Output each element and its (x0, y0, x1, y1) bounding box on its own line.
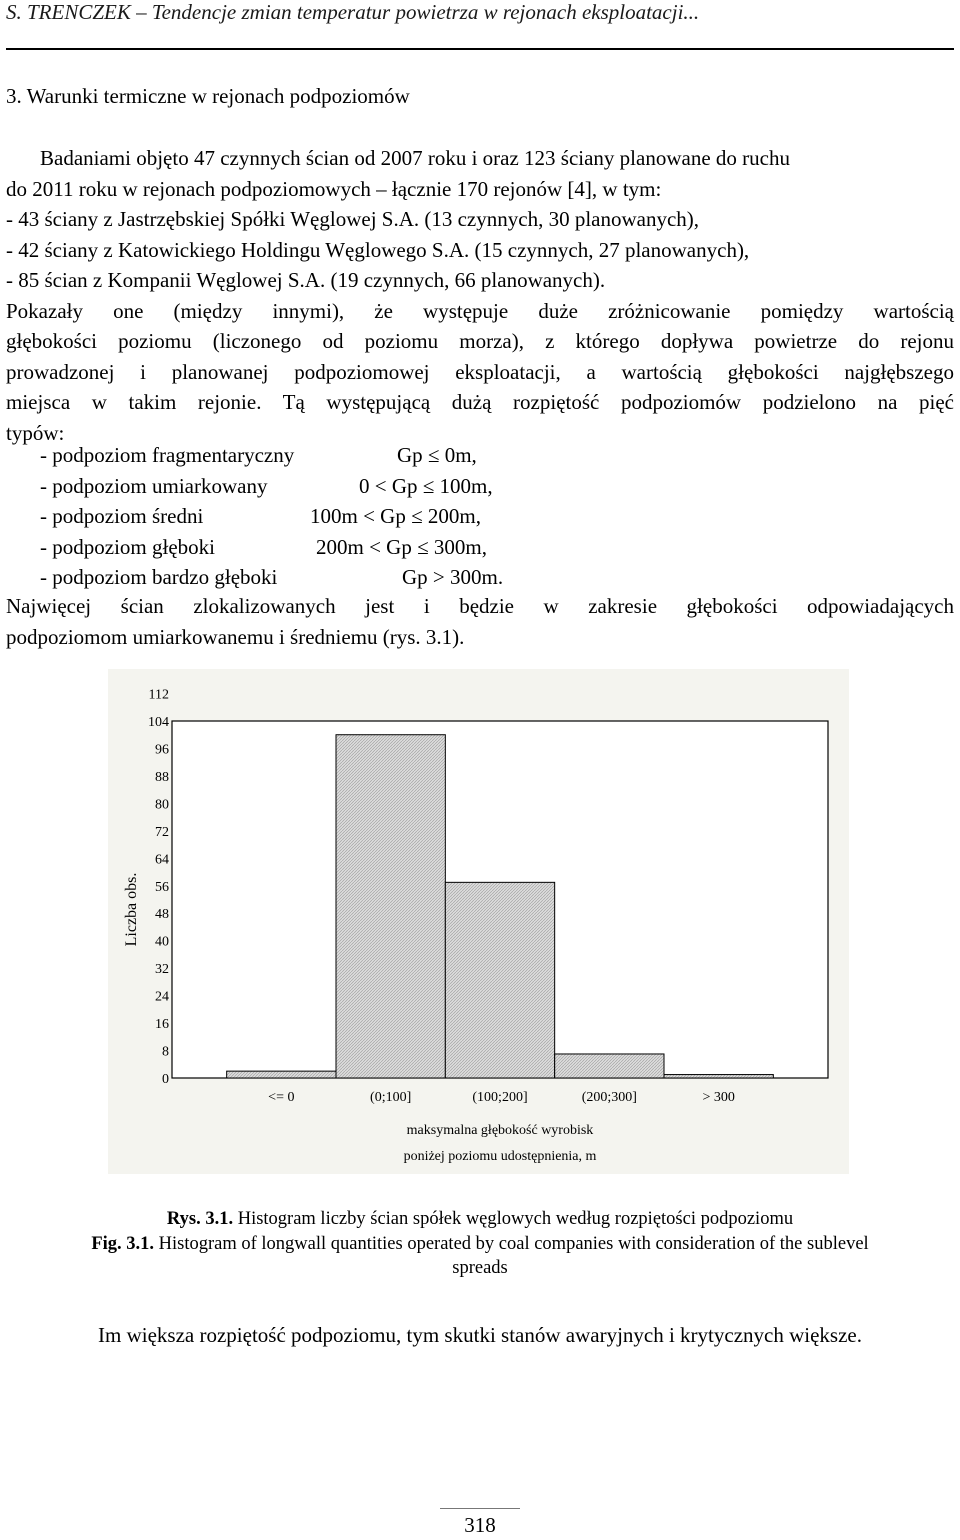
y-tick-label: 8 (162, 1044, 169, 1060)
company-item-khw: - 42 ściany z Katowickiego Holdingu Węglowego S.A. (15 czynnych, 27 planowanych), (6, 237, 750, 262)
sublevel-type-name: - podpoziom bardzo głęboki (40, 565, 278, 589)
sublevel-type-condition: Gp > 300m. (402, 565, 504, 589)
x-tick-label: > 300 (702, 1090, 735, 1105)
paragraph-1-line-2: do 2011 roku w rejonach podpoziomowych – łącznie 170 rejonów [4], w tym: (6, 176, 662, 201)
y-tick-label: 56 (155, 879, 169, 895)
sublevel-type-condition: 100m < Gp ≤ 200m, (310, 504, 481, 528)
closing-sentence: Im większa rozpiętość podpoziomu, tym skutki stanów awaryjnych i krytycznych większe. (98, 1323, 862, 1347)
x-tick-label: <= 0 (268, 1090, 295, 1105)
y-tick-label: 72 (155, 824, 169, 840)
paragraph-2-line-2: głębokości poziomu (liczonego od poziomu morza), z którego dopływa powietrze do rejonu (6, 329, 954, 353)
page-number: 318 (464, 1513, 496, 1537)
paragraph-2-line-3: prowadzonej i planowanej podpoziomowej eksploatacji, a wartością głębokości najgłębszego (6, 359, 954, 384)
histogram-bar (555, 1054, 664, 1078)
paragraph-2-line-5: typów: (6, 420, 65, 445)
y-tick-label: 88 (155, 769, 169, 785)
x-tick-label: (0;100] (370, 1090, 412, 1105)
sublevel-type-name: - podpoziom średni (40, 504, 204, 528)
y-tick-label: 32 (155, 962, 169, 978)
y-tick-label: 112 (148, 687, 169, 703)
y-tick-label: 104 (148, 715, 169, 730)
sublevel-type-condition: 0 < Gp ≤ 100m, (359, 473, 493, 498)
paragraph-1 (6, 143, 954, 448)
section-title: 3. Warunki termiczne w rejonach podpoziomów (6, 84, 410, 108)
sublevel-type-condition: Gp ≤ 0m, (397, 443, 477, 467)
figure-caption-pl-text: Histogram liczby ścian spółek węglowych według rozpiętości podpoziomu (233, 1209, 794, 1229)
figure-label-en: Fig. 3.1. (91, 1234, 155, 1254)
paragraph-2-line-4: miejsca w takim rejonie. Tą występującą dużą rozpiętość podpoziomów podzielono na pięć (6, 390, 954, 414)
page-number-rule (440, 1508, 520, 1509)
figure-caption-en (0, 1232, 960, 1257)
paragraph-3 (6, 591, 954, 652)
histogram-bar (227, 1071, 336, 1078)
running-header: S. TRENCZEK – Tendencje zmian temperatur powietrza w rejonach eksploatacji... (6, 0, 700, 24)
sublevel-type-name: - podpoziom fragmentaryczny (40, 443, 295, 467)
paragraph-3-line-2: podpoziomom umiarkowanemu i średniemu (rys. 3.1). (6, 624, 465, 649)
y-tick-label: 80 (155, 797, 169, 813)
y-tick-label: 16 (155, 1017, 169, 1033)
company-item-jsw: - 43 ściany z Jastrzębskiej Spółki Węglowej S.A. (13 czynnych, 30 planowanych), (6, 207, 700, 231)
y-tick-label: 0 (162, 1072, 169, 1087)
y-axis-label: Liczba obs. (123, 872, 140, 947)
paragraph-3-line-1: Najwięcej ścian zlokalizowanych jest i będzie w zakresie głębokości odpowiadających (6, 594, 954, 618)
histogram-bar (664, 1075, 773, 1078)
header-rule (6, 48, 954, 50)
sublevel-type-name: - podpoziom głęboki (40, 534, 215, 559)
x-axis-label-line-2: poniżej poziomu udostępnienia, m (403, 1149, 597, 1164)
y-tick-label: 96 (155, 742, 169, 758)
histogram-bar (445, 882, 554, 1078)
figure-caption-en-line-2: spreads (452, 1258, 508, 1278)
sublevel-type-name: - podpoziom umiarkowany (40, 473, 268, 498)
paragraph-1-line-1: Badaniami objęto 47 czynnych ścian od 2007 roku i oraz 123 ściany planowane do ruchu (40, 146, 790, 170)
histogram-bar (336, 735, 445, 1078)
figure-caption-en-text: Histogram of longwall quantities operated by coal companies with consideration of the sublevel (154, 1234, 869, 1254)
figure-caption-pl (0, 1207, 960, 1232)
y-tick-label: 40 (155, 934, 169, 950)
y-tick-label: 64 (155, 852, 169, 868)
figure-label-pl: Rys. 3.1. (166, 1209, 234, 1229)
x-tick-label: (200;300] (581, 1090, 637, 1105)
y-tick-label: 24 (155, 989, 169, 1005)
histogram-figure (108, 669, 849, 1174)
y-tick-label: 48 (155, 907, 169, 923)
x-axis-label-line-1: maksymalna głębokość wyrobisk (406, 1123, 594, 1138)
company-item-kw: - 85 ścian z Kompanii Węglowej S.A. (19 czynnych, 66 planowanych). (6, 268, 606, 292)
paragraph-2-line-1: Pokazały one (między innymi), że występuje duże zróżnicowanie pomiędzy wartością (6, 298, 954, 323)
histogram-chart (108, 669, 849, 1174)
x-tick-label: (100;200] (472, 1090, 528, 1105)
sublevel-type-condition: 200m < Gp ≤ 300m, (316, 534, 487, 559)
